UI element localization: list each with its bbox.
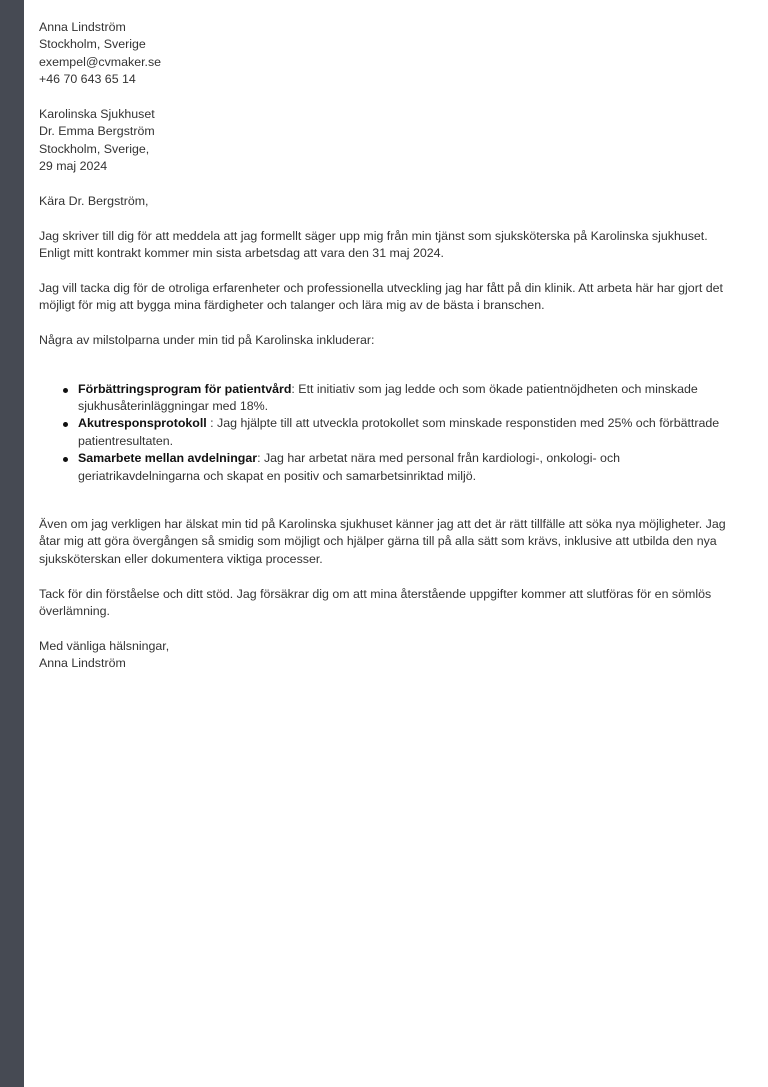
milestone-title: Samarbete mellan avdelningar [78,451,258,466]
paragraph-new-opportunities: Även om jag verkligen har älskat min tid på Karolinska sjukhuset känner jag att det är rätt tillfälle att söka nya möjligheter. Jag åtar mig att göra övergången så smidig som möjligt och hjälper gärna till på alla sätt som krävs, inklusive att utbilda den nya sjuksköterskan eller dokumentera viktiga processer. [39,517,726,566]
letter-page [39,19,729,690]
sender-block [39,19,729,89]
signoff-name: Anna Lindström [39,656,126,671]
paragraph-thanks: Tack för din förståelse och ditt stöd. Jag försäkrar dig om att mina återstående uppgifter kommer att slutföras för en sömlös överlämning. [39,586,712,619]
signoff-block [39,638,729,673]
bullet-icon [63,422,68,427]
recipient-location: Stockholm, Sverige, [39,141,150,156]
bullet-icon [63,388,68,393]
recipient-name: Dr. Emma Bergström [39,124,155,139]
bullet-icon [63,457,68,462]
sender-location: Stockholm, Sverige [39,37,146,52]
milestone-text: : Jag har arbetat nära med personal från kardiologi-, onkologi- och geriatrikavdelningarna och skapat en positiv och samarbetsinriktad miljö. [78,451,621,483]
sender-phone: +46 70 643 65 14 [39,72,136,87]
paragraph-resignation: Jag skriver till dig för att meddela att jag formellt säger upp mig från min tjänst som sjuksköterska på Karolinska sjukhuset. Enligt mitt kontrakt kommer min sista arbetsdag att vara den 31 maj 2024. [39,228,708,261]
milestone-text: : Ett initiativ som jag ledde och som ökade patientnöjdheten och minskade sjukhusåterinläggningar med 18%. [78,381,698,414]
list-item [78,415,729,450]
letter-date: 29 maj 2024 [39,159,108,174]
milestone-title: Förbättringsprogram för patientvård [78,381,292,396]
paragraph-milestones-intro: Några av milstolparna under min tid på Karolinska inkluderar: [39,333,375,348]
milestones-list [39,381,729,485]
recipient-organization: Karolinska Sjukhuset [39,107,155,122]
sender-name: Anna Lindström [39,20,126,34]
list-item [78,450,729,485]
milestone-title: Akutresponsprotokoll [78,416,207,431]
milestone-text: : Jag hjälpte till att utveckla protokollet som minskade responstiden med 25% och förbättrade patientresultaten. [78,416,720,448]
paragraph-gratitude: Jag vill tacka dig för de otroliga erfarenheter och professionella utveckling jag har fått på din klinik. Att arbeta här har gjort det möjligt för mig att bygga mina färdigheter och talanger och lära mig av de bästa i branschen. [39,281,723,313]
sender-email: exempel@cvmaker.se [39,54,162,69]
sidebar-strip [0,0,24,1087]
list-item [78,381,729,416]
signoff-greeting: Med vänliga hälsningar, [39,638,170,653]
recipient-block [39,106,729,176]
salutation: Kära Dr. Bergström, [39,194,149,209]
